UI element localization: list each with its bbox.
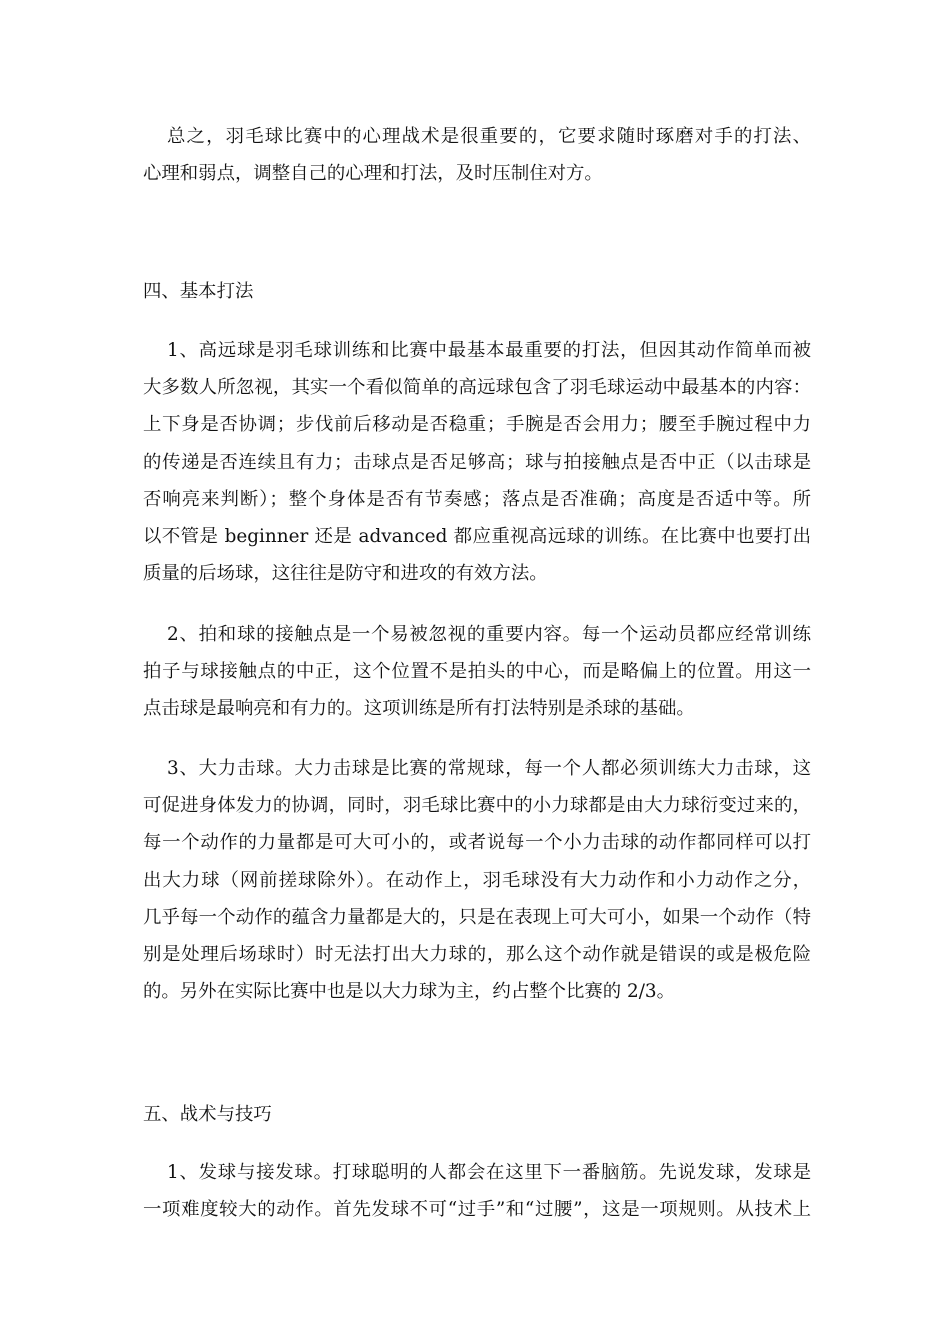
s5p1-line-1: 1、发球与接发球。打球聪明的人都会在这里下一番脑筋。先说发球，发球是 — [167, 1162, 811, 1183]
summary-line-1: 总之，羽毛球比赛中的心理战术是很重要的，它要求随时琢磨对手的打法、 — [167, 126, 811, 147]
s4p3-line-5: 几乎每一个动作的蕴含力量都是大的，只是在表现上可大可小，如果一个动作（特 — [143, 906, 811, 928]
s4p1-line-3: 上下身是否协调；步伐前后移动是否稳重；手腕是否会用力；腰至手腕过程中力 — [143, 414, 811, 436]
section-4-heading: 四、基本打法 — [143, 281, 254, 302]
s4p3-line-6: 别是处理后场球时）时无法打出大力球的，那么这个动作就是错误的或是极危险 — [143, 943, 811, 965]
s4p1-line-1: 1、高远球是羽毛球训练和比赛中最基本最重要的打法，但因其动作简单而被 — [167, 340, 811, 361]
s4p3-line-4: 出大力球（网前搓球除外）。在动作上，羽毛球没有大力动作和小力动作之分， — [143, 869, 811, 891]
s4p2-line-3: 点击球是最响亮和有力的。这项训练是所有打法特别是杀球的基础。 — [143, 698, 695, 720]
s5p1-line-2: 一项难度较大的动作。首先发球不可“过手”和“过腰”，这是一项规则。从技术上 — [143, 1199, 811, 1221]
s4p2-line-2: 拍子与球接触点的中正，这个位置不是拍头的中心，而是略偏上的位置。用这一 — [143, 661, 811, 683]
s4p1-line-7: 质量的后场球，这往往是防守和进攻的有效方法。 — [143, 563, 548, 585]
s4p1-line-4: 的传递是否连续且有力；击球点是否足够高；球与拍接触点是否中正（以击球是 — [143, 451, 811, 473]
s4p3-line-7: 的。另外在实际比赛中也是以大力球为主，约占整个比赛的 2/3。 — [143, 981, 675, 1003]
section-5-heading: 五、战术与技巧 — [143, 1104, 272, 1125]
s4p1-line-5: 否响亮来判断）；整个身体是否有节奏感；落点是否准确；高度是否适中等。所 — [143, 488, 811, 510]
section-4-paragraph-3 — [143, 750, 811, 1010]
s4p3-line-2: 可促进身体发力的协调，同时，羽毛球比赛中的小力球都是由大力球衍变过来的， — [143, 795, 811, 817]
section-4-paragraph-1 — [143, 332, 811, 592]
s4p1-line-6: 以不管是 beginner 还是 advanced 都应重视高远球的训练。在比赛中也要打出 — [143, 525, 811, 547]
s4p1-line-2: 大多数人所忽视，其实一个看似简单的高远球包含了羽毛球运动中最基本的内容： — [143, 377, 811, 399]
section-5-paragraph-1 — [143, 1154, 811, 1228]
s4p3-line-1: 3、大力击球。大力击球是比赛的常规球，每一个人都必须训练大力击球，这 — [167, 758, 811, 779]
summary-line-2: 心理和弱点，调整自己的心理和打法，及时压制住对方。 — [143, 163, 603, 185]
section-4-paragraph-2 — [143, 616, 811, 728]
s4p3-line-3: 每一个动作的力量都是可大可小的，或者说每一个小力击球的动作都同样可以打 — [143, 832, 811, 854]
summary-paragraph — [143, 118, 811, 192]
s4p2-line-1: 2、拍和球的接触点是一个易被忽视的重要内容。每一个运动员都应经常训练 — [167, 624, 811, 645]
